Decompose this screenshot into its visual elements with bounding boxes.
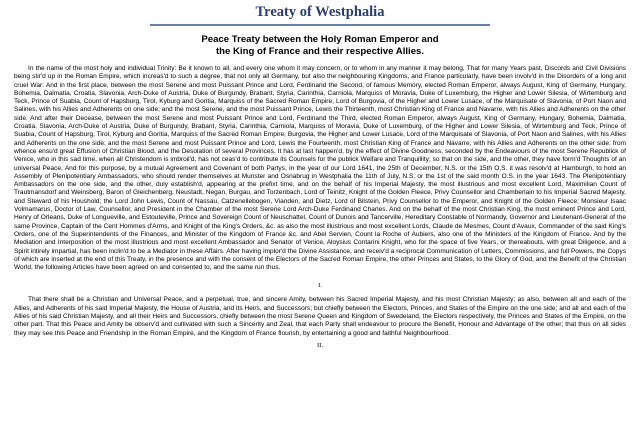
page-title: Treaty of Westphalia	[255, 4, 385, 20]
treaty-body	[0, 65, 640, 350]
subtitle-line-1: Peace Treaty between the Holy Roman Emperor and	[201, 34, 439, 45]
page-header	[150, 0, 490, 26]
article-1-numeral: I.	[318, 282, 322, 290]
article-1-paragraph: That there shall be a Christian and Universal Peace, and a perpetual, true, and sincere Amity, between his Sacred Imperial Majesty, and his most Christian Majesty; as also, between all and each of the Allies, and Adherents of his said Imperial Majesty, the House of Austria, and its Heirs, and Successors; but chiefly between the Electors, Princes, and States of the Empire on the one side; and all and each of the Allies of his said Christian Majesty, and all their Heirs and Successors, chiefly between the most Serene Queen and Kingdom of Swedeland, the Electors respectively, the Princes and States of the Empire, on the other part. That this Peace and Amity be observ'd and cultivated with such a Sincerity and Zeal, that each Party shall endeavour to procure the Benefit, Honour and Advantage of the other; that thus on all sides they may see this Peace and Friendship in the Roman Empire, and the Kingdom of France flourish, by entertaining a good and faithful Neighbourhood.	[14, 296, 626, 337]
treaty-subtitle	[0, 34, 640, 57]
preamble-paragraph: In the name of the most holy and individual Trinity: Be it known to all, and every one whom it may concern, or to whom in any manner it may belong, That for many Years past, Discords and Civil Divisions being stir'd up in the Roman Empire, which increas'd to such a degree, that not only all Germany, but also the neighbouring Kingdoms, and France particularly, have been involv'd in the Disorders of a long and cruel War: And in the first place, between the most Serene and most Puissant Prince and Lord, Ferdinand the Second, of famous Memory, elected Roman Emperor, always August, King of Germany, Hungary, Bohemia, Dalmatia, Croatia, Slavonia, Arch-Duke of Austria, Duke of Burgundy, Brabant, Styria, Carinthia, Carniola, Marquiss of Moravia, Duke of Luxemburg, the Higher and Lower Silesia, of Wirtemburg and Teck, Prince of Suabia, Count of Hapsburg, Tirol, Kyburg and Goritia, Marquiss of the Sacred Roman Empire, Lord of Burgovia, of the Higher and Lower Lusace, of the Marquisate of Slavonia, of Port Naon and Salines, with his Allies and Adherents on one side; and the most Serene, and the most Puissant Prince, Lewis the Thirteenth, most Christian King of France and Navarre, with his Allies and Adherents on the other side. And after their Decease, between the most Serene and most Puissant Prince and Lord, Ferdinand the Third, elected Roman Emperor, always August, King of Germany, Hungary, Bohemia, Dalmatia, Croatia, Slavonia, Arch-Duke of Austria, Duke of Burgundy, Brabant, Styria, Carinthia, Carniola, Marquiss of Moravia, Duke of Luxemburg, of the Higher and Lower Silesia, of Wirtemburg and Teck, Prince of Suabia, Count of Hapsburg, Tirol, Kyburg and Goritia, Marquiss of the Sacred Roman Empire, Burgovia, the Higher and Lower Lusace, Lord of the Marquisate of Slavonia, of Port Naon and Salines, with his Allies and Adherents on the one side; and the most Serene and most Puissant Prince and Lord, Lewis the Fourteenth, most Christian King of France and Navarre, with his Allies and Adherents on the other side: from whence ensu'd great Effusion of Christian Blood, and the Desolation of several Provinces. It has at last happen'd, by the effect of Divine Goodness, seconded by the Endeavours of the most Serene Republick of Venice, who in this sad time, when all Christendom is imbroil'd, has not ceas'd to contribute its Counsels for the publick Welfare and Tranquillity; so that on the side, and the other, they have form'd Thoughts of an universal Peace. And for this purpose, by a mutual Agreement and Covenant of both Partys, in the year of our Lord 1641, the 25th of December, N.S. or the 15th O.S. it was resolv'd at Hamburgh, to hold an Assembly of Plenipotentiary Ambassadors, who should render themselves at Munster and Osnabrug in Westphalia the 11th of July, N.S. or the 1st of the said month O.S. in the year 1643. The Plenipotentiary Ambassadors on the one side, and the other, duly establish'd, appearing at the prefixt time, and on the behalf of his Imperial Majesty, the most illustrious and most excellent Lord, Maximilian Count of Trautmansdorf and Weinsberg, Baron of Gleichenberg, Neustadt, Negan, Burgau, and Torzenbach, Lord of Teinitz, Knight of the Golden Fleece, Privy Counsellor and Chamberlain to his Imperial Sacred Majesty, and Steward of his Houshold; the Lord John Lewis, Count of Nassau, Catzenellebogen, Vianden, and Dietz, Lord of Bilstein, Privy Counsellor to the Emperor, and Knight of the Golden Fleece; Monsieur Isaac Volmamarus, Doctor of Law, Counsellor, and President in the Chamber of the most Serene Lord Arch-Duke Ferdinand Charles. And on the behalf of the most Christian King, the most eminent Prince and Lord, Henry of Orleans, Duke of Longueville, and Estouteville, Prince and Sovereign Count of Neuschattel, Count of Dunois and Tancerville, Hereditary Constable of Normandy, Governor and Lieutenant-General of the same Province, Captain of the Cent Hommes d'Arms, and Knight of the King's Orders, &c. as also the most illustrious and most excellent Lords, Claude de Mesmes, Count d'Avaux, Commander of the said King's Orders, one of the Superintendents of the Finances, and Minister of the Kingdom of France &c. and Abel Servien, Count la Roche of Aubiers, also one of the Ministers of the Kingdom of France. And by the Mediation and Interposition of the most illustrious and most excellent Ambassador and Senator of Venice, Aloysius Contarini Knight, who for the space of five Years, or thereabouts, with great Diligence, and a Spirit intirely impartial, has been inclin'd to be a Mediator in these Affairs. After having implor'd the Divine Assistance, and receiv'd a reciprocal Communication of Letters, Commissions, and full Powers, the Copys of which are inserted at the end of this Treaty, in the presence and with the consent of the Electors of the Sacred Roman Empire, the other Princes and States, to the Glory of God, and the Benefit of the Christian World, the following Articles have been agreed on and consented to, and the same run thus.	[14, 65, 626, 272]
article-2-numeral: II.	[316, 341, 324, 349]
subtitle-line-2: the King of France and their respective Allies.	[215, 45, 425, 57]
